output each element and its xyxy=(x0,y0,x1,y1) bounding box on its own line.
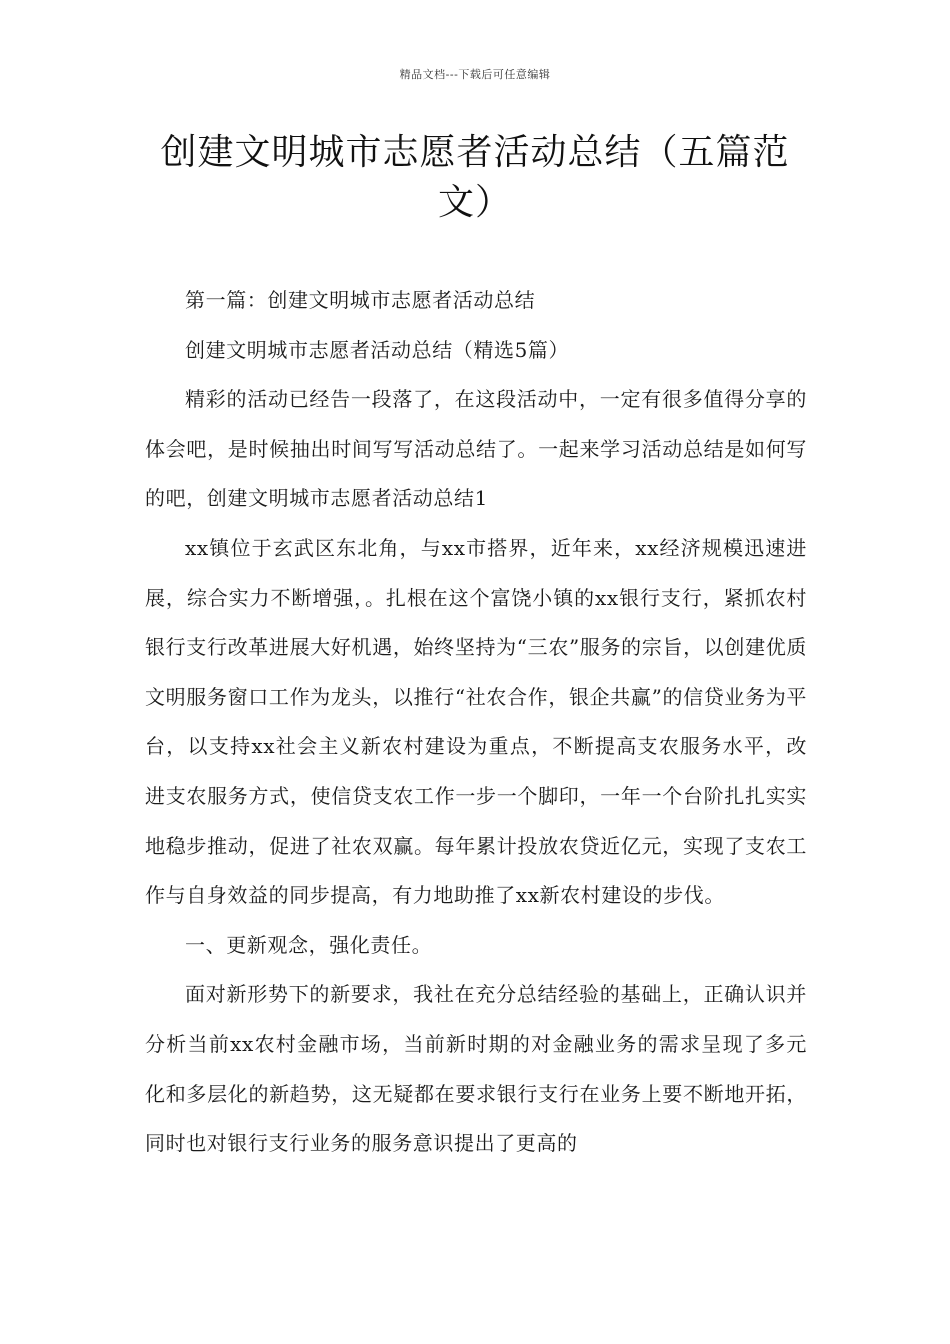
paragraph: 面对新形势下的新要求，我社在充分总结经验的基础上，正确认识并分析当前xx农村金融市场，当前新时期的对金融业务的需求呈现了多元化和多层化的新趋势，这无疑都在要求银行支行在业务上要不断地开拓，同时也对银行支行业务的服务意识提出了更高的 xyxy=(145,982,807,1156)
paragraph: 创建文明城市志愿者活动总结（精选5篇） xyxy=(185,337,570,362)
paragraph: xx镇位于玄武区东北角，与xx市搭界，近年来，xx经济规模迅速进展，综合实力不断增强，。扎根在这个富饶小镇的xx银行支行，紧抓农村银行支行改革进展大好机遇，始终坚持为“三农”服务的宗旨，以创建优质文明服务窗口工作为龙头，以推行“社农合作，银企共赢”的信贷业务为平台，以支持xx社会主义新农村建设为重点，不断提高支农服务水平，改进支农服务方式，使信贷支农工作一步一个脚印，一年一个台阶扎扎实实地稳步推动，促进了社农双赢。每年累计投放农贷近亿元，实现了支农工作与自身效益的同步提高，有力地助推了xx新农村建设的步伐。 xyxy=(145,535,807,908)
paragraph: 第一篇：创建文明城市志愿者活动总结 xyxy=(185,288,536,312)
document-body xyxy=(145,276,807,1169)
paragraph: 精彩的活动已经告一段落了，在这段活动中，一定有很多值得分享的体会吧，是时候抽出时间写写活动总结了。一起来学习活动总结是如何写的吧，创建文明城市志愿者活动总结1 xyxy=(145,387,807,511)
paragraph: 一、更新观念，强化责任。 xyxy=(185,932,433,957)
document-title: 创建文明城市志愿者活动总结（五篇范文） xyxy=(160,132,790,223)
header-note: 精品文档---下载后可任意编辑 xyxy=(399,68,551,81)
